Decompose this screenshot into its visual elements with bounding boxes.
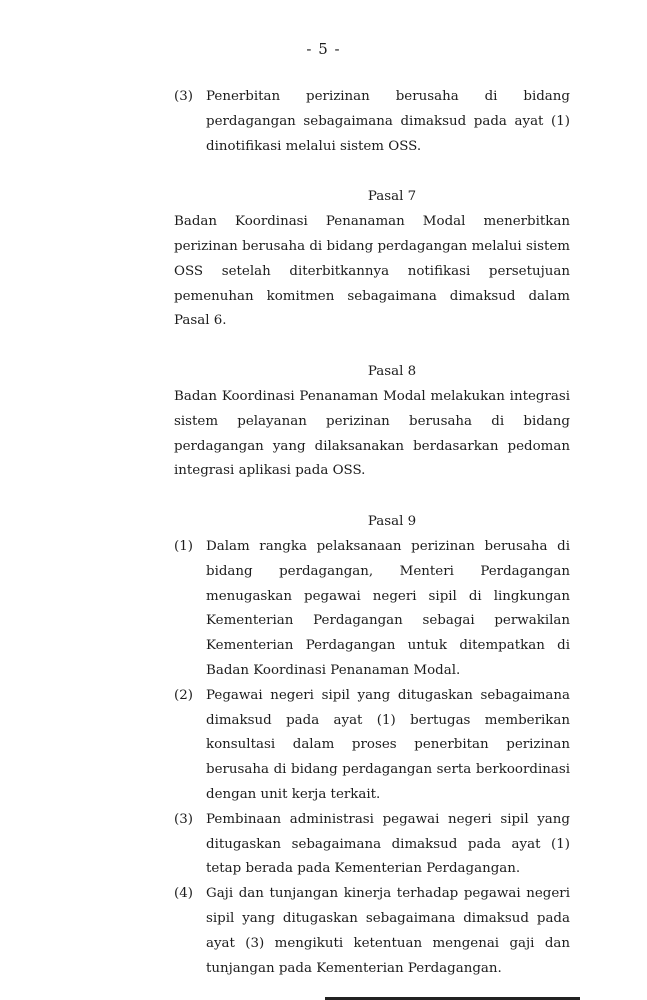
pasal-9-item-4: [174, 882, 570, 981]
item-number: (1): [174, 538, 193, 554]
pasal-8-text: Badan Koordinasi Penanaman Modal melakukan integrasi sistem pelayanan perizinan berusaha di bidang perdagangan yang dilaksanakan berdasarkan pedoman integrasi aplikasi pada OSS.: [174, 388, 570, 479]
item-number: (3): [174, 89, 193, 104]
pasal-9-item-3: [174, 808, 570, 882]
page-number: - 5 -: [306, 40, 341, 58]
pasal-6-item-3: [174, 85, 570, 159]
item-number: (4): [174, 886, 193, 902]
pasal-9-item-1: [174, 535, 570, 684]
pasal-9-title: Pasal 9: [367, 514, 417, 530]
item-text: Dalam rangka pelaksanaan perizinan berusaha di bidang perdagangan, Menteri Perdagangan menugaskan pegawai negeri sipil di lingkungan Kementerian Perdagangan sebagai perwakilan Kementerian Perdagangan untuk ditempatkan di Badan Koordinasi Penanaman Modal.: [206, 538, 570, 678]
pasal-7-title: Pasal 7: [367, 189, 417, 205]
pasal-8-title: Pasal 8: [367, 364, 417, 380]
item-text: Penerbitan perizinan berusaha di bidang perdagangan sebagaimana dimaksud pada ayat (1) dinotifikasi melalui sistem OSS.: [206, 89, 570, 154]
pasal-9-item-2: [174, 684, 570, 808]
item-number: (3): [174, 811, 193, 827]
pasal-7-text: Badan Koordinasi Penanaman Modal menerbitkan perizinan berusaha di bidang perdagangan melalui sistem OSS setelah diterbitkannya notifikasi persetujuan pemenuhan komitmen sebagaimana dimaksud dalam Pasal 6.: [174, 214, 570, 329]
document-body: [174, 85, 570, 981]
item-text: Pembinaan administrasi pegawai negeri sipil yang ditugaskan sebagaimana dimaksud pada ayat (1) tetap berada pada Kementerian Perdagangan.: [206, 811, 570, 877]
item-text: Pegawai negeri sipil yang ditugaskan sebagaimana dimaksud pada ayat (1) bertugas memberikan konsultasi dalam proses penerbitan perizinan berusaha di bidang perdagangan serta berkoordinasi dengan unit kerja terkait.: [206, 687, 570, 802]
item-text: Gaji dan tunjangan kinerja terhadap pegawai negeri sipil yang ditugaskan sebagaimana dimaksud pada ayat (3) mengikuti ketentuan mengenai gaji dan tunjangan pada Kementerian Perdagangan.: [206, 886, 570, 976]
item-number: (2): [174, 687, 193, 703]
